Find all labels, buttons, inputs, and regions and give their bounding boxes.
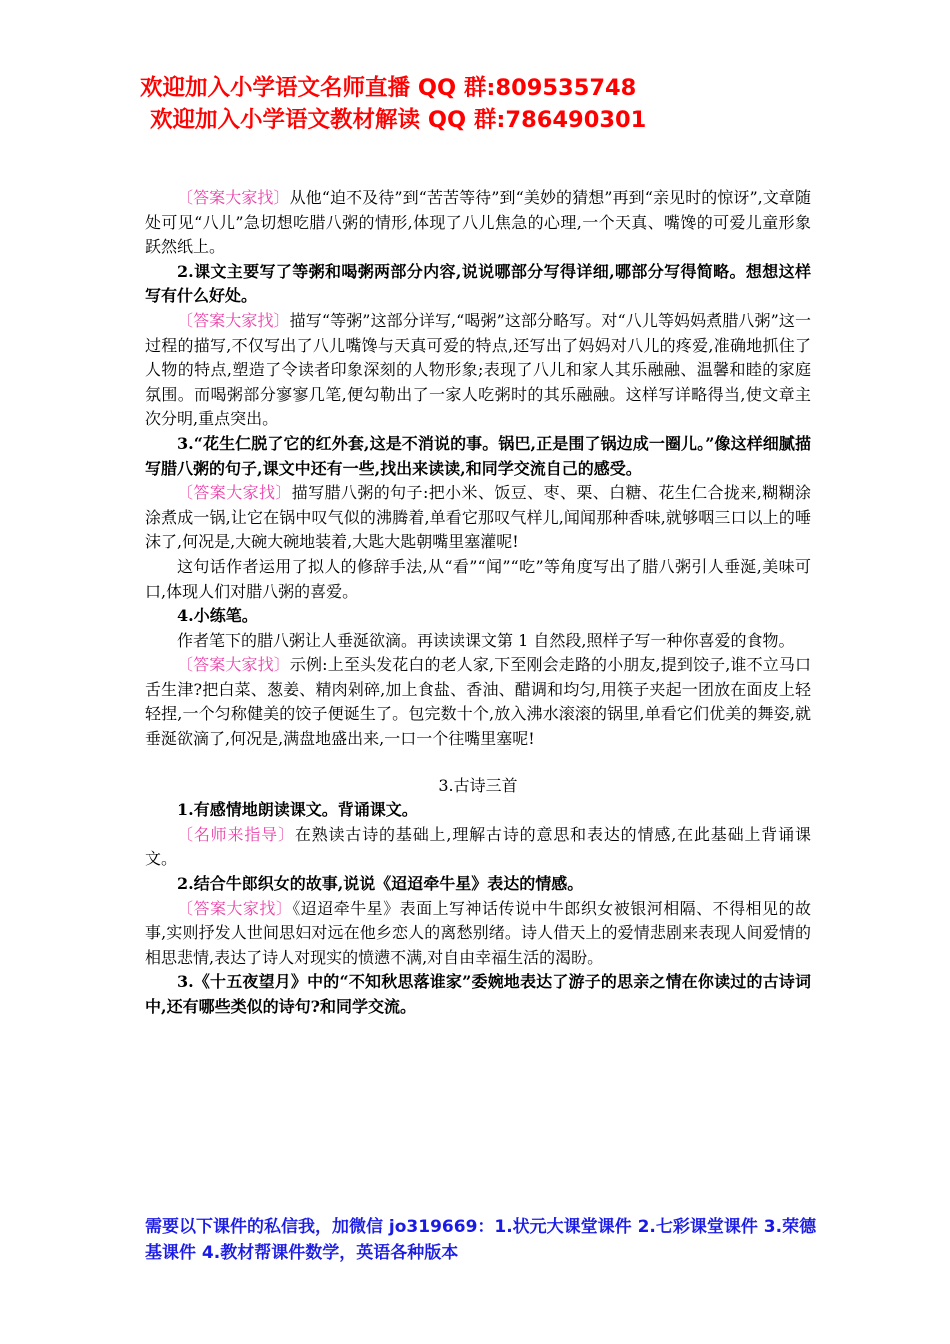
question-3: 3.《十五夜望月》中的“不知秋思落谁家”委婉地表达了游子的思亲之情在你读过的古诗词中,还有哪些类似的诗句?和同学交流。 (145, 972, 811, 1016)
question-2: 2.课文主要写了等粥和喝粥两部分内容,说说哪部分写得详细,哪部分写得简略。想想这样写有什么好处。 (145, 261, 811, 306)
answer-paragraph (145, 309, 811, 432)
answer-text: 在熟读古诗的基础上,理解古诗的意思和表达的情感,在此基础上背诵课文。 (145, 824, 811, 869)
answer-paragraph (145, 481, 811, 555)
answer-paragraph (145, 897, 811, 971)
question-2: 2.结合牛郎织女的故事,说说《迢迢牵牛星》表达的情感。 (177, 874, 584, 894)
answer-tag: 〔答案大家找〕 (177, 898, 293, 918)
document-body (145, 186, 811, 1020)
answer-tag: 〔答案大家找〕 (177, 188, 290, 207)
answer-text: 示例:上至头发花白的老人家,下至刚会走路的小朋友,提到饺子,谁不立马口舌生津?把白菜、葱姜、精肉剁碎,加上食盐、香油、醋调和均匀,用筷子夹起一团放在面皮上轻轻捏,一个匀称健美的饺子便诞生了。包完数十个,放入沸水滚滚的锅里,单看它们优美的舞姿,就垂涎欲滴了,何况是,满盘地盛出来,一口一个往嘴里塞呢! (145, 655, 811, 749)
lesson-title: 3.古诗三首 (438, 775, 518, 795)
question-4: 4.小练笔。 (177, 606, 258, 626)
answer-tag: 〔答案大家找〕 (177, 483, 292, 503)
answer-text: 从他“迫不及待”到“苦苦等待”到“美妙的猜想”再到“亲见时的惊讶”,文章随处可见“八儿”急切想吃腊八粥的情形,体现了八儿焦急的心理,一个天真、嘴馋的可爱儿童形象跃然纸上。 (145, 188, 811, 257)
answer-paragraph (145, 823, 811, 872)
header-banner (140, 72, 900, 136)
question-3: 3.“花生仁脱了它的红外套,这是不消说的事。锅巴,正是围了锅边成一圈儿。”像这样细腻描写腊八粥的句子,课文中还有一些,找出来读读,和同学交流自己的感受。 (145, 433, 811, 478)
footer-ad: 需要以下课件的私信我，加微信 jo319669：1.状元大课堂课件 2.七彩课堂课件 3.荣德基课件 4.教材帮课件数学，英语各种版本 (145, 1217, 817, 1263)
answer-text: 描写“等粥”这部分详写,“喝粥”这部分略写。对“八儿等妈妈煮腊八粥”这一过程的描写,不仅写出了八儿嘴馋与天真可爱的特点,还写出了妈妈对八儿的疼爱,准确地抓住了人物的特点,塑造了令读者印象深刻的人物形象;表现了八儿和家人其乐融融、温馨和睦的家庭氛围。而喝粥部分寥寥几笔,便勾勒出了一家人吃粥时的其乐融融。这样写详略得当,使文章主次分明,重点突出。 (145, 310, 811, 429)
question-1: 1.有感情地朗读课文。背诵课文。 (177, 800, 418, 820)
qq-group-line-2: 欢迎加入小学语文教材解读 QQ 群:786490301 (150, 107, 647, 133)
answer-paragraph (145, 653, 811, 751)
question-4-prompt: 作者笔下的腊八粥让人垂涎欲滴。再读读课文第 1 自然段,照样子写一种你喜爱的食物。 (177, 630, 795, 650)
answer-text: 描写腊八粥的句子:把小米、饭豆、枣、栗、白糖、花生仁合拢来,糊糊涂涂煮成一锅,让它在锅中叹气似的沸腾着,单看它那叹气样儿,闻闻那种香味,就够咽三口以上的唾沫了,何况是,大碗大碗地装着,大匙大匙朝嘴里塞灌呢! (145, 483, 811, 552)
answer-paragraph (145, 186, 811, 260)
guidance-tag: 〔名师来指导〕 (177, 824, 295, 844)
qq-group-line-1: 欢迎加入小学语文名师直播 QQ 群:809535748 (140, 75, 637, 101)
answer-text: 《迢迢牵牛星》表面上写神话传说中牛郎织女被银河相隔、不得相见的故事,实则抒发人世间思妇对远在他乡恋人的离愁别绪。诗人借天上的爱情悲剧来表现人间爱情的相思悲情,表达了诗人对现实的愤懑不满,对自由幸福生活的渴盼。 (145, 898, 811, 967)
answer-tag: 〔答案大家找〕 (177, 310, 290, 330)
answer-tag: 〔答案大家找〕 (177, 655, 290, 675)
answer-paragraph-continued: 这句话作者运用了拟人的修辞手法,从“看”“闻”“吃”等角度写出了腊八粥引人垂涎,美味可口,体现人们对腊八粥的喜爱。 (145, 556, 811, 601)
